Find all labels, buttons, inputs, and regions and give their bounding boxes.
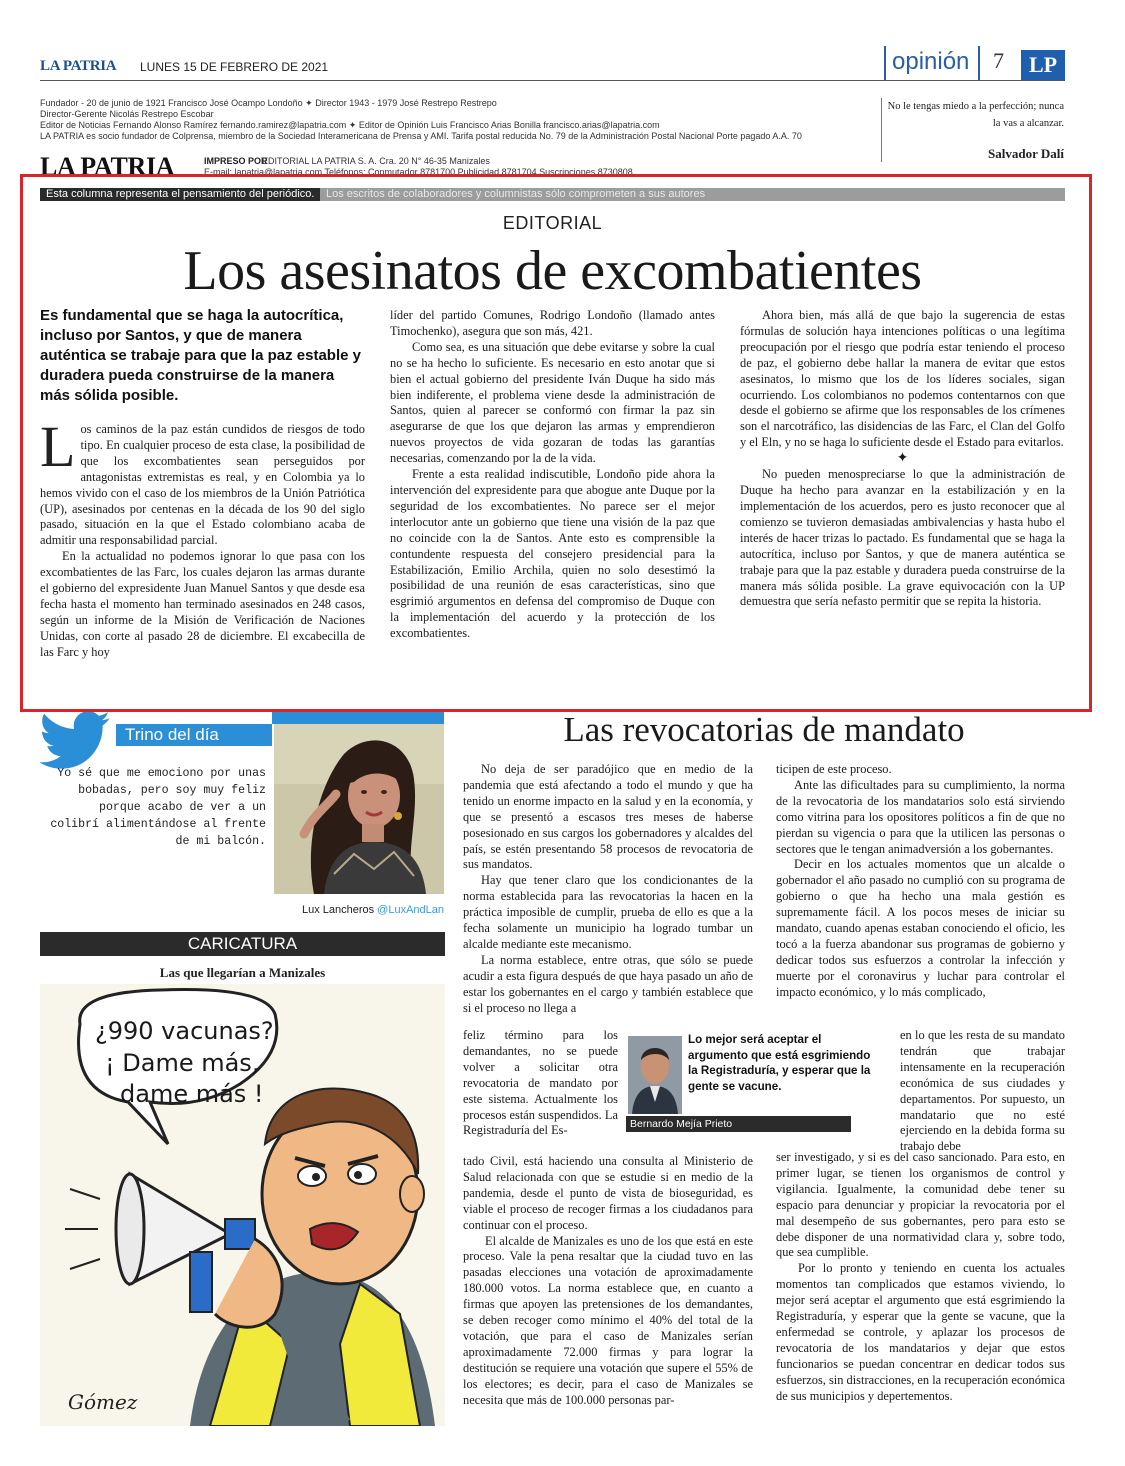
paragraph: El alcalde de Manizales es uno de los que está en este proceso. Vale la pena resaltar que la ciudad tuvo en las pasadas elecciones una votación de aproximadamente 180.000 votos. La norma establece que, en cuanto a firmas que apoyen las pretensiones de los demandantes, se deben recoger como mínimo el 40% del total de la votación, que para el caso de Manizales serían aproximadamente 72.000 firmas y para lograr la destitución se requiere una votación que supere el 55% de los electores; es decir, para el caso de Manizales se necesita que más de 100.000 personas par- xyxy=(463,1233,753,1407)
drop-cap: L xyxy=(40,414,76,479)
paragraph: ser investigado, y si es del caso sancionado. Para esto, en primer lugar, se tienen los organismos de control y vigilancia. Igualmente, la comunidad debe tener su espacio para denunciar y propiciar la revocatoria por el mal desempeño de sus gobernantes, pero para esto se debe disponer de una normatividad clara y, sobre todo, que sea cumplible. xyxy=(776,1150,1065,1260)
pullquote-text: Lo mejor será aceptar el argumento que está esgrimiendo la Registraduría, y esperar que la gente se vacune. xyxy=(688,1033,871,1093)
issue-date: LUNES 15 DE FEBRERO DE 2021 xyxy=(140,60,329,74)
masthead-director: Director-Gerente Nicolás Restrepo Escobar xyxy=(40,109,214,119)
contact-line: E-mail: lapatria@lapatria.com Teléfonos: Conmutador 8781700 Publicidad 8781704 Suscripciones 8730808 xyxy=(204,167,633,176)
editorial-headline: Los asesinatos de excombatientes xyxy=(183,240,922,302)
brand-logo-small: LA PATRIA xyxy=(40,58,117,74)
paragraph: Decir en los actuales momentos que un alcalde o gobernador el año pasado no cumplió con su programa de gobierno o que ha hecho una mala gestión es supremamente fácil. A los pocos meses de iniciar su mandato, cuando apenas estaban conociendo el oficio, les tocó a la fuerza abandonar sus programas de gobierno y dedicar todos sus esfuerzos a controlar la infección y muerte por el coronavirus y luchar para controlar el impacto económico, y lo más complicado, xyxy=(776,857,1065,999)
paragraph: líder del partido Comunes, Rodrigo Londoño (llamado antes Timochenko), asegura que son más, 421. xyxy=(390,308,715,338)
paragraph: Frente a esta realidad indiscutible, Londoño pide ahora la intervención del expresidente para que abogue ante Duque por la seguridad de los excombatientes. No parece ser el mejor interlocutor ante un gobierno que tiene una visión de la paz que no coincide con la de Santos. Ante esto es comprensible la contundente respuesta del consejero presidencial para la Estabilización, Emilio Archila, quien no solo desestimó la posibilidad de una reunión de esas características, sino que esgrimió argumentos en defensa del compromiso de Duque con la implementación del acuerdo y la protección de los excombatientes. xyxy=(390,467,715,641)
masthead-founders: Fundador - 20 de junio de 1921 Francisco José Ocampo Londoño ✦ Director 1943 - 1979 José Restrepo Restrepo xyxy=(40,98,497,108)
author-byline: Bernardo Mejía Prieto xyxy=(626,1116,851,1132)
article-column-1-wrap xyxy=(463,1028,618,1139)
article-headline: Las revocatorias de mandato xyxy=(563,710,965,749)
editorial-dek: Es fundamental que se haga la autocrítica, incluso por Santos, y que de manera auténtica se trabaje para que la paz estable y duradera pueda construirse de la manera más sólida posible. xyxy=(40,307,361,404)
diamond-separator-icon: ✦ xyxy=(896,451,909,467)
bubble-line-1: ¿990 vacunas? xyxy=(95,1017,274,1045)
bubble-line-3: dame más ! xyxy=(120,1080,264,1108)
header-rule xyxy=(40,80,1065,81)
editorial-column-1 xyxy=(40,414,365,661)
trino-accent-bar xyxy=(272,712,444,724)
paragraph: feliz término para los demandantes, no se puede volver a solicitar otra revocatoria de mandato por este sistema. Actualmente los procesos están suspendidos. La Registraduría del Es- xyxy=(463,1028,618,1138)
paragraph: Por lo pronto y teniendo en cuenta los actuales momentos tan complicados que estamos viviendo, lo mejor será aceptar el argumento que está esgrimiendo la Registraduría, y esperar que la gente se vacune, que la enfermedad se controle, y aplazar los procesos de revocatoria de los mandatarios y dejar que estos funcionarios se puedan concentrar en dedicar todos sus esfuerzos, sin distracciones, en la recuperación económica de sus municipios y depertementos. xyxy=(776,1261,1065,1403)
print-label: IMPRESO POR xyxy=(204,156,268,166)
article-column-2-top xyxy=(776,762,1065,1001)
paragraph: La norma establece, entre otras, que sólo se puede acudir a esta figura después de que haya pasado un año de estar los gobernantes en el cargo y también establece que si el proceso no llega a xyxy=(463,952,753,1015)
cartoonist-signature: Gómez xyxy=(68,1390,138,1414)
editorial-column-3 xyxy=(740,308,1065,610)
trino-title: Trino del día xyxy=(116,724,272,746)
section-label: opinión xyxy=(892,48,970,75)
print-address: EDITORIAL LA PATRIA S. A. Cra. 20 N° 46-35 Manizales xyxy=(262,156,490,166)
paragraph: No deja de ser paradójico que en medio de la pandemia que está afectando a todo el mundo y que ha tenido un enorme impacto en la salud y en la economía, y que se presentó a escasos tres meses de haberse posesionado en sus cargos los gobernadores y alcaldes del país, se estén presentando 58 procesos de revocatoria de sus mandatos. xyxy=(463,762,753,872)
masthead-membership: LA PATRIA es socio fundador de Colprensa, miembro de la Sociedad Interamericana de Prensa y AMI. Tarifa postal reducida No. 79 de la Administración Postal Nacional Porte pagado A.A. 70 xyxy=(40,131,802,141)
article-column-2-wrap xyxy=(900,1028,1065,1155)
quote-author: Salvador Dalí xyxy=(988,146,1064,161)
paragraph: tado Civil, está haciendo una consulta al Ministerio de Salud relacionada con que se estudie si en medio de la pandemia, desde el punto de vista de bioseguridad, es viable el proceso de recoger firmas a los ciudadanos para continuar con el proceso. xyxy=(463,1154,753,1232)
editorial-column-2 xyxy=(390,308,715,642)
lp-logo: LP xyxy=(1021,50,1065,80)
author-photo-lux-lancheros xyxy=(274,724,444,894)
contributors-disclaimer: Los escritos de colaboradores y columnistas sólo comprometen a sus autores xyxy=(320,188,1065,201)
bubble-line-2: ¡ Dame más, xyxy=(105,1049,260,1077)
paragraph: en lo que les resta de su mandato tendrán que trabajar intensamente en la recuperación económica de sus ciudades y departamentos. Por supuesto, un mandatario que no esté ejerciendo en la debida forma su trabajo debe xyxy=(900,1028,1065,1154)
caricatura-title: Las que llegarían a Manizales xyxy=(159,965,326,980)
masthead-editors: Editor de Noticias Fernando Alonso Ramírez fernando.ramirez@lapatria.com ✦ Editor de Opinión Luis Francisco Arias Bonilla francisco.arias@lapatria.com xyxy=(40,120,660,130)
paragraph: En la actualidad no podemos ignorar lo que pasa con los excombatientes de las Farc, los cuales dejaron las armas durante el gobierno del expresidente Juan Manuel Santos y que desde esa fecha hasta el momento han terminado asesinados en 248 casos, según un informe de la Misión de Verificación de Naciones Unidas, con corte al pasado 28 de diciembre. El excabecilla de las Farc y hoy xyxy=(40,549,365,659)
paragraph: Como sea, es una situación que debe evitarse y sobre la cual no se ha hecho lo suficiente. Es necesario en esto anotar que si bien el actual gobierno del presidente Iván Duque ha sido más bien indiferente, el problema viene desde la administración de Santos, quien al parecer se conformó con firmar la paz sin asegurarse de que los que dejaron las armas y emprendieron nuevos proyectos de vida gozaran de todas las garantías necesarias, comenzando por la de la vida. xyxy=(390,339,715,466)
author-photo-bernardo xyxy=(628,1036,682,1114)
paragraph: Ante las dificultades para su cumplimiento, la norma de la revocatoria de los mandatarios solo está sirviendo como vitrina para los opositores políticos a fin de que no pierdan su vigencia o para que la utilicen las personas o sectores que le tengan animadversión a los gobernantes. xyxy=(776,777,1065,856)
paragraph: Ahora bien, más allá de que bajo la sugerencia de estas fórmulas de solución haya intenciones políticas o una legítima preocupación por el riesgo que podría estar teniendo el proceso de paz, el gobierno debe hallar la manera de evitar que estos asesinatos, lo mismo que los de los líderes sociales, sigan ocurriendo. Los colombianos no podemos contentarnos con que desde el gobierno se afirme que los responsables de los crímenes son el narcotráfico, las disidencias de las Farc, el Clan del Golfo y el Eln, y no se haga lo suficiente desde el Estado para evitarlos. xyxy=(740,308,1065,450)
editorial-disclaimer: Esta columna representa el pensamiento del periódico. xyxy=(40,188,320,201)
photo-credit xyxy=(274,904,444,916)
credit-name: Lux Lancheros xyxy=(301,904,378,916)
twitter-handle-link[interactable]: @LuxAndLan xyxy=(377,904,444,916)
brand-logo-large: LA PATRIA xyxy=(40,152,175,181)
paragraph: No pueden menospreciarse lo que la administración de Duque ha hecho para avanzar en la estabilización y en la implementación de los acuerdos, pero es justo reconocer que al comienzo se tuvieron demasiadas ambivalencias y hasta hubo el interés de hacer trizas lo pactado. Es fundamental que se haga la autocrítica, incluso por Santos, y que de manera auténtica se trabaje para que la paz estable y duradera pueda construirse de la manera más sólida posible. La grave equivocación con la UP demuestra que sería nefasto permitir que se repita la historia. xyxy=(740,467,1065,609)
editorial-kicker: EDITORIAL xyxy=(502,213,603,233)
article-column-1-top xyxy=(463,762,753,1017)
article-column-1-bottom xyxy=(463,1154,753,1409)
caricatura-header: CARICATURA xyxy=(40,932,445,956)
tweet-text: Yo sé que me emociono por unas bobadas, pero soy muy feliz porque acabo de ver a un colibrí alimentándose al frente de mi balcón. xyxy=(50,767,266,848)
page-number: 7 xyxy=(993,48,1004,73)
daily-quote: No le tengas miedo a la perfección; nunca la vas a alcanzar. xyxy=(887,101,1064,129)
paragraph: ticipen de este proceso. xyxy=(776,762,892,776)
cartoon-illustration xyxy=(40,984,445,1426)
quote-divider xyxy=(881,98,882,162)
twitter-bird-icon xyxy=(40,712,112,770)
paragraph: Hay que tener claro que los condicionantes de la norma establecida para las revocatorias la hacen en la práctica imposible de cumplir, prueba de ello es que a la fecha solamente un municipio ha logrado tumbar un alcalde mediante este mecanismo. xyxy=(463,873,753,951)
paragraph: os caminos de la paz están cundidos de riesgos de todo tipo. En cualquier proceso de esta clase, la posibilidad de que los excombatientes sean perseguidos por antagonistas extremistas es real, y en Colombia ya lo hemos vivido con el caso de los miembros de la Unión Patriótica (UP), asesinados por centenas en la década de los 90 del siglo pasado, situación en la que el Estado colombiano acaba de admitir una responsabilidad parcial. xyxy=(40,422,365,548)
article-column-2-bottom xyxy=(776,1150,1065,1405)
